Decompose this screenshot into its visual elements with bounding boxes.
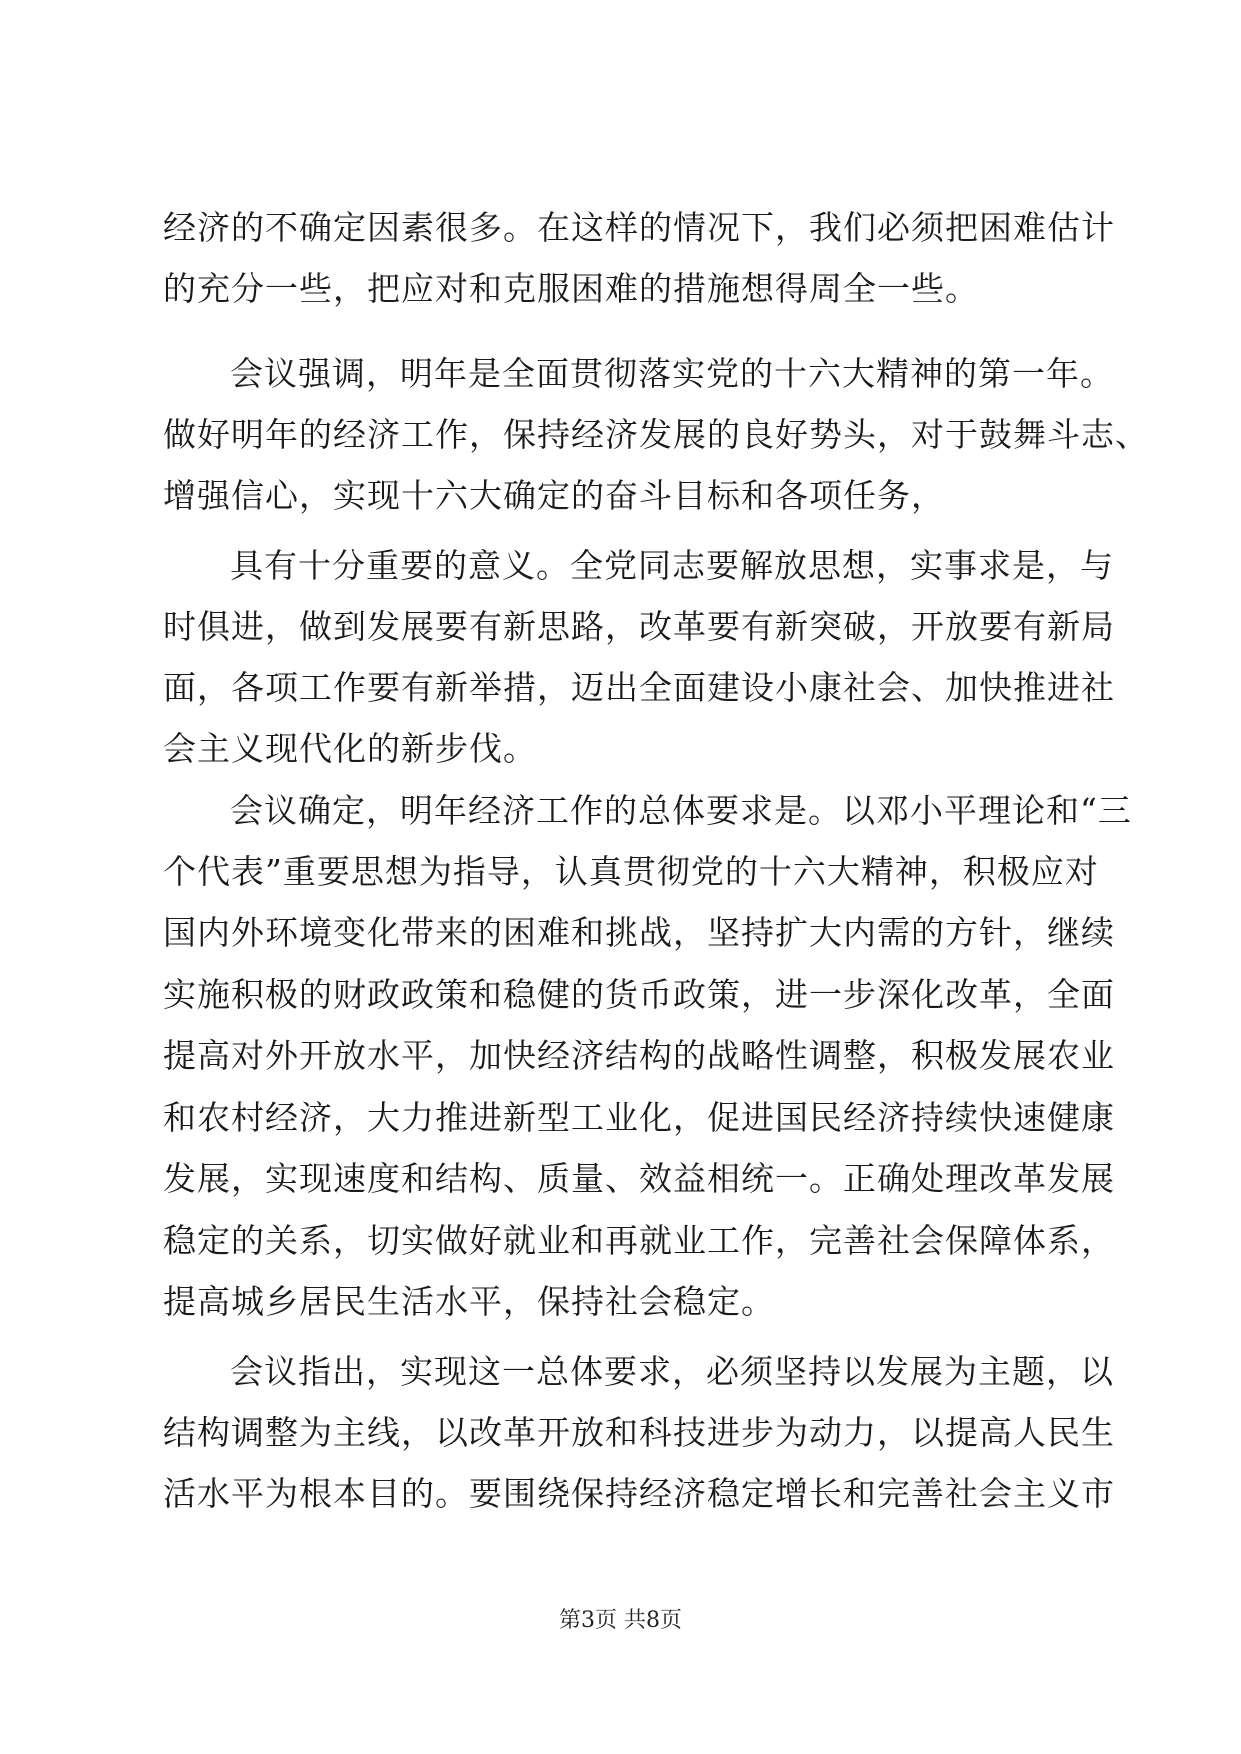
text-line: 的充分一些，把应对和克服困难的措施想得周全一些。 bbox=[163, 269, 979, 308]
text-line: 实施积极的财政政策和稳健的货币政策，进一步深化改革，全面 bbox=[163, 975, 1115, 1014]
text-line: 增强信心，实现十六大确定的奋斗目标和各项任务， bbox=[163, 476, 945, 515]
text-line: 活水平为根本目的。要围绕保持经济稳定增长和完善社会主义市 bbox=[163, 1474, 1115, 1513]
text-line: 和农村经济，大力推进新型工业化，促进国民经济持续快速健康 bbox=[163, 1098, 1115, 1137]
text-line: 面，各项工作要有新举措，迈出全面建设小康社会、加快推进社 bbox=[163, 668, 1115, 707]
paragraph-start-line: 具有十分重要的意义。全党同志要解放思想，实事求是，与 bbox=[230, 546, 1114, 585]
paragraph-start-line: 会议指出，实现这一总体要求，必须坚持以发展为主题，以 bbox=[230, 1352, 1114, 1391]
text-line: 经济的不确定因素很多。在这样的情况下，我们必须把困难估计 bbox=[163, 208, 1115, 247]
text-line: 做好明年的经济工作，保持经济发展的良好势头，对于鼓舞斗志、 bbox=[163, 415, 1149, 454]
text-line: 时俱进，做到发展要有新思路，改革要有新突破，开放要有新局 bbox=[163, 607, 1115, 646]
paragraph-start-line: 会议强调，明年是全面贯彻落实党的十六大精神的第一年。 bbox=[230, 354, 1114, 393]
text-line: 稳定的关系，切实做好就业和再就业工作，完善社会保障体系， bbox=[163, 1221, 1115, 1260]
text-line: 会主义现代化的新步伐。 bbox=[163, 729, 537, 768]
text-line: 国内外环境变化带来的困难和挑战，坚持扩大内需的方针，继续 bbox=[163, 913, 1115, 952]
text-line: 结构调整为主线，以改革开放和科技进步为动力，以提高人民生 bbox=[163, 1413, 1115, 1452]
text-line: 个代表”重要思想为指导，认真贯彻党的十六大精神，积极应对 bbox=[163, 852, 1099, 891]
text-line: 提高对外开放水平，加快经济结构的战略性调整，积极发展农业 bbox=[163, 1036, 1115, 1075]
text-line: 发展，实现速度和结构、质量、效益相统一。正确处理改革发展 bbox=[163, 1159, 1115, 1198]
text-line: 提高城乡居民生活水平，保持社会稳定。 bbox=[163, 1282, 775, 1321]
page-number-footer: 第3页 共8页 bbox=[559, 1608, 682, 1633]
paragraph-start-line: 会议确定，明年经济工作的总体要求是。以邓小平理论和“三 bbox=[230, 791, 1132, 830]
